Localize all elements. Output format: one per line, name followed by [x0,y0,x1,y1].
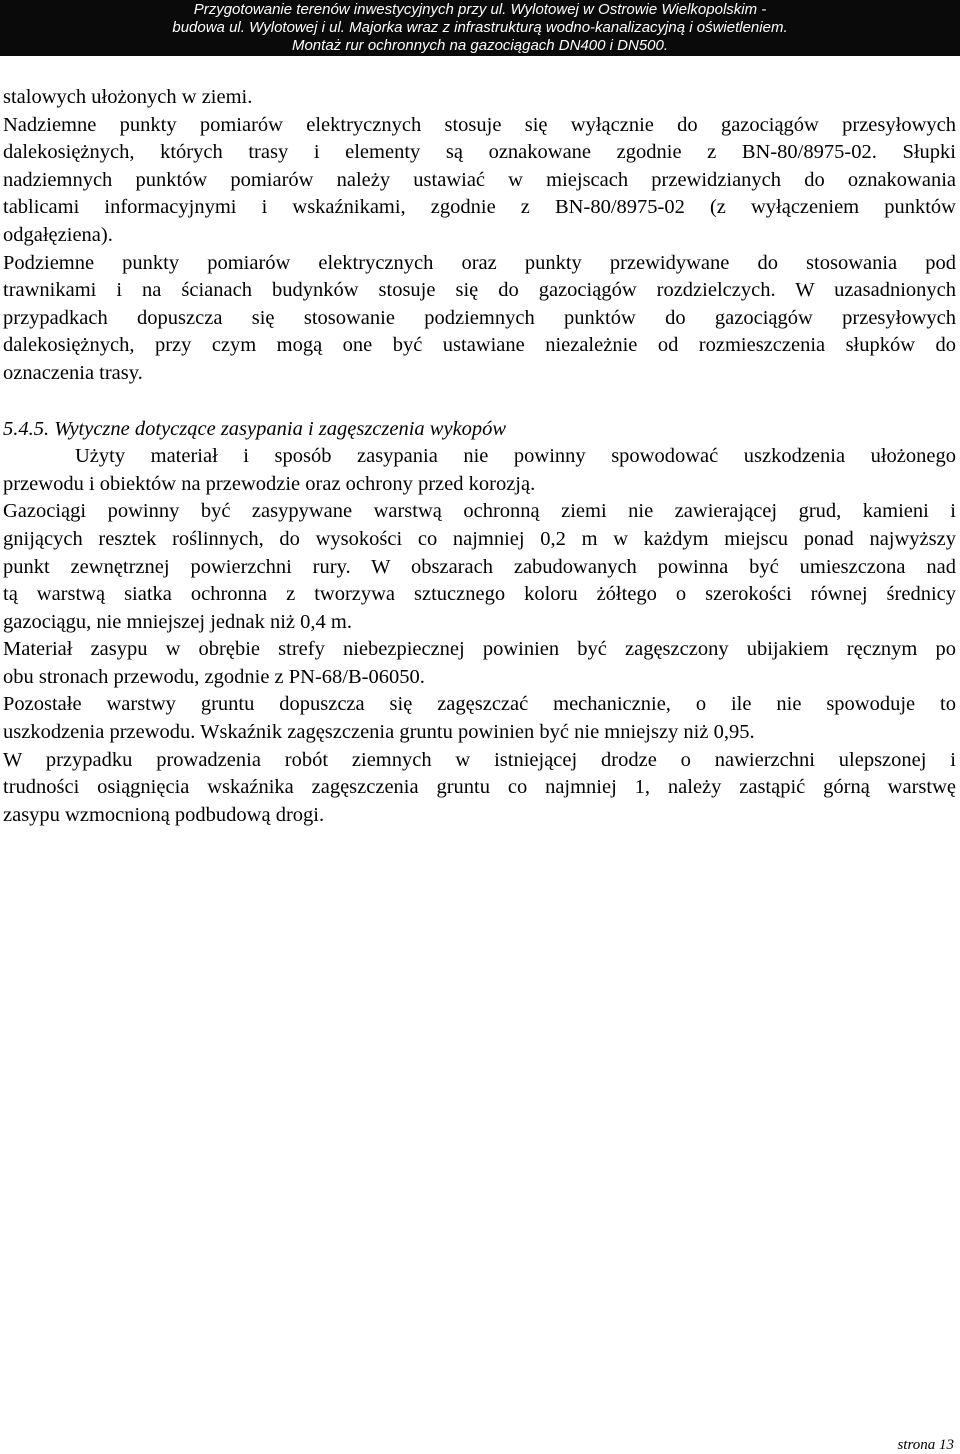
page-header [0,0,960,56]
text-line: Użyty materiał i sposób zasypania nie powinny spowodować uszkodzenia ułożonego [75,445,956,468]
text-line: W przypadku prowadzenia robót ziemnych w istniejącej drodze o nawierzchni ulepszonej i [3,748,956,771]
paragraph [3,443,956,498]
section-title: 5.4.5. Wytyczne dotyczące zasypania i zagęszczenia wykopów [3,417,507,440]
header-line: budowa ul. Wylotowej i ul. Majorka wraz z infrastrukturą wodno-kanalizacyjną i oświetleniem. [172,19,788,36]
text-line: Nadziemne punkty pomiarów elektrycznych stosuje się wyłącznie do gazociągów przesyłowych [3,113,956,136]
text-line: gnijących resztek roślinnych, do wysokości co najmniej 0,2 m w każdym miejscu ponad najwyższy [3,527,956,550]
header-line: Montaż rur ochronnych na gazociągach DN400 i DN500. [291,37,669,54]
text-line: obu stronach przewodu, zgodnie z PN-68/B-06050. [3,665,425,688]
text-line: gazociągu, nie mniejszej jednak niż 0,4 m. [3,610,352,633]
paragraph [3,691,956,746]
text-line: zasypu wzmocnioną podbudową drogi. [3,803,325,826]
text-line: nadziemnych punktów pomiarów należy ustawiać w miejscach przewidzianych do oznakowania [3,168,956,191]
text-line: oznaczenia trasy. [3,361,143,384]
paragraph [3,84,956,112]
paragraph [3,636,956,691]
paragraph [3,498,956,636]
text-line: dalekosiężnych, przy czym mogą one być ustawiane niezależnie od rozmieszczenia słupków do [3,334,956,357]
paragraph [3,112,956,250]
header-line: Przygotowanie terenów inwestycyjnych przy ul. Wylotowej w Ostrowie Wielkopolskim - [193,1,767,18]
text-line: przypadkach dopuszcza się stosowanie podziemnych punktów do gazociągów przesyłowych [3,306,956,329]
text-line: Gazociągi powinny być zasypywane warstwą ochronną ziemi nie zawierającej grud, kamieni i [3,500,956,523]
text-line: trawnikami i na ścianach budynków stosuje się do gazociągów rozdzielczych. W uzasadnionych [3,279,956,302]
text-line: trudności osiągnięcia wskaźnika zagęszczenia gruntu co najmniej 1, należy zastąpić górną warstwę [3,776,956,799]
page-number: strona 13 [897,1437,954,1453]
text-line: Podziemne punkty pomiarów elektrycznych oraz punkty przewidywane do stosowania pod [3,251,956,274]
text-line: dalekosiężnych, których trasy i elementy są oznakowane zgodnie z BN-80/8975-02. Słupki [3,141,956,164]
text-line: uszkodzenia przewodu. Wskaźnik zagęszczenia gruntu powinien być nie mniejszy niż 0,95. [3,721,755,744]
text-line: tablicami informacyjnymi i wskaźnikami, zgodnie z BN-80/8975-02 (z wyłączeniem punktów [3,196,956,219]
text-line: tą warstwą siatka ochronna z tworzywa sztucznego koloru żółtego o szerokości równej średnicy [3,583,956,606]
text-line: Materiał zasypu w obrębie strefy niebezpiecznej powinien być zagęszczony ubijakiem ręcznym po [3,638,956,661]
paragraph [3,250,956,388]
paragraph [3,747,956,830]
text-line: odgałęziena). [3,223,113,246]
text-line: przewodu i obiektów na przewodzie oraz ochrony przed korozją. [3,472,536,495]
text-line: punkt zewnętrznej powierzchni rury. W obszarach zabudowanych powinna być umieszczona nad [3,555,956,578]
text-line: Pozostałe warstwy gruntu dopuszcza się zagęszczać mechanicznie, o ile nie spowoduje to [3,693,956,716]
document-body [3,84,956,829]
text-line: stalowych ułożonych w ziemi. [3,86,253,108]
